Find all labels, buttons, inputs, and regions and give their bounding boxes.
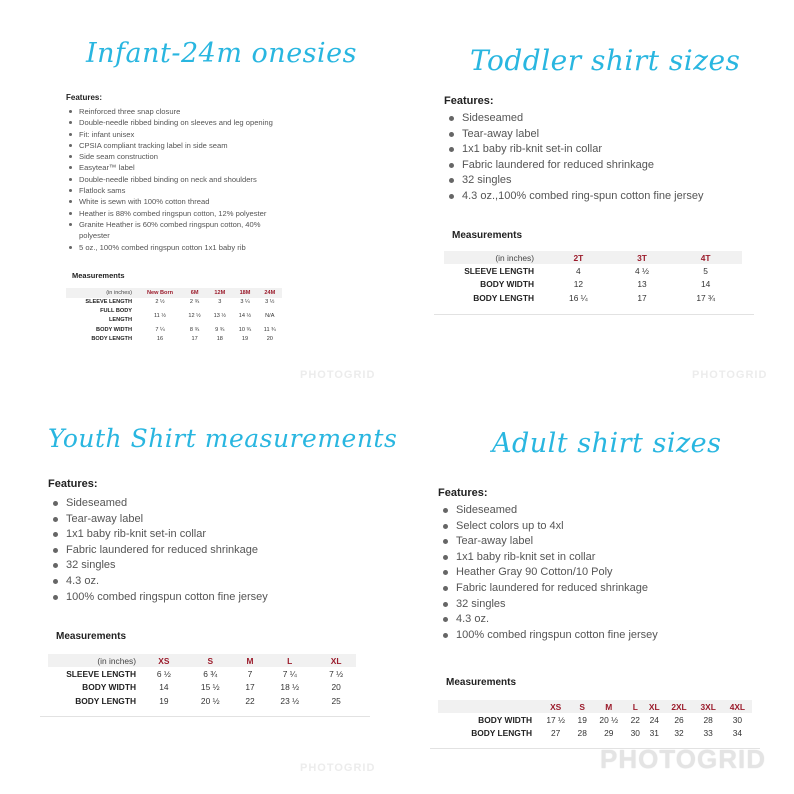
table-cell: 15 ½ <box>200 682 220 693</box>
adult-measurements-heading: Measurements <box>446 677 517 688</box>
table-cell: 28 <box>577 728 587 739</box>
unit-label: (in inches) <box>495 252 534 263</box>
table-row <box>66 298 282 308</box>
table-cell: 2 ¾ <box>189 299 200 306</box>
feature-item: Double-needle ribbed binding on sleeves and leg opening <box>66 117 273 128</box>
table-cell: 6 ¾ <box>203 669 218 680</box>
table-cell: 4 ½ <box>635 266 649 277</box>
table-cell: 31 <box>649 728 659 739</box>
table-cell: 3 ¼ <box>240 299 250 306</box>
table-cell: 11 ½ <box>153 313 167 319</box>
table-header-row <box>66 288 282 298</box>
table-cell: 33 <box>703 728 713 739</box>
size-header: XS <box>158 655 170 666</box>
infant-features-list <box>66 106 273 253</box>
row-label: SLEEVE LENGTH <box>464 266 534 277</box>
size-header: M <box>605 701 613 712</box>
table-row <box>48 667 356 680</box>
table-row <box>66 307 282 325</box>
feature-item: Tear-away label <box>444 127 704 143</box>
row-label: BODY LENGTH <box>75 695 136 706</box>
size-header: 18M <box>239 289 251 296</box>
table-cell: 17 ½ <box>546 715 565 726</box>
toddler-features-list <box>444 111 704 205</box>
adult-features-list <box>438 503 658 643</box>
feature-item: Tear-away label <box>438 534 658 550</box>
infant-measurements-table <box>66 288 282 344</box>
row-label-line: FULL BODY <box>100 308 132 314</box>
feature-item: Fabric laundered for reduced shrinkage <box>438 581 658 597</box>
size-header: 4T <box>700 252 711 263</box>
table-cell: 20 <box>266 336 273 343</box>
feature-item-continuation: polyester <box>79 231 110 241</box>
feature-item: Side seam construction <box>66 151 273 162</box>
watermark: PHOTOGRID <box>600 744 766 774</box>
table-cell: 5 <box>703 266 708 277</box>
toddler-features-heading: Features: <box>444 95 494 107</box>
row-label: BODY LENGTH <box>471 728 532 739</box>
table-row <box>444 278 742 291</box>
watermark: PHOTOGRID <box>300 369 376 381</box>
feature-item: 100% combed ringspun cotton fine jersey <box>48 590 268 606</box>
divider <box>40 716 370 717</box>
table-cell: 10 ¾ <box>238 326 252 333</box>
table-cell: 2 ½ <box>155 299 165 306</box>
watermark: PHOTOGRID <box>300 762 376 774</box>
infant-title: Infant-24m onesies <box>86 38 357 69</box>
table-cell: 16 <box>156 336 164 343</box>
table-row <box>48 694 356 707</box>
table-cell: 24 <box>649 715 659 726</box>
table-cell: 9 ¾ <box>215 326 225 333</box>
size-header: 3T <box>637 252 647 263</box>
infant-measurements-heading: Measurements <box>72 271 125 280</box>
unit-label <box>438 700 538 713</box>
table-cell: 7 ¼ <box>155 326 165 333</box>
table-cell: 4 <box>576 266 581 277</box>
table-cell: 32 <box>674 728 684 739</box>
row-label: BODY WIDTH <box>82 682 136 693</box>
youth-features-heading: Features: <box>48 478 98 490</box>
row-label-line: LENGTH <box>109 317 132 323</box>
row-label: SLEEVE LENGTH <box>66 669 136 680</box>
feature-item: CPSIA compliant tracking label in side seam <box>66 140 273 151</box>
table-cell: 23 ½ <box>280 695 300 706</box>
table-cell: 3 ½ <box>265 299 275 306</box>
size-header: S <box>579 701 586 712</box>
table-row <box>438 713 752 726</box>
toddler-title: Toddler shirt sizes <box>470 44 741 77</box>
table-cell: 14 <box>700 279 711 290</box>
feature-item: Reinforced three snap closure <box>66 106 273 117</box>
size-header: L <box>632 701 638 712</box>
watermark: PHOTOGRID <box>692 369 768 381</box>
size-header: New Born <box>146 289 174 296</box>
row-label: SLEEVE LENGTH <box>85 299 132 306</box>
table-cell: 17 <box>637 292 647 303</box>
feature-item: 100% combed ringspun cotton fine jersey <box>438 628 658 644</box>
feature-item: Sideseamed <box>438 503 658 519</box>
table-cell: 7 <box>247 669 253 680</box>
size-header: 6M <box>190 289 199 296</box>
size-header: XL <box>330 655 342 666</box>
feature-item: 1x1 baby rib-knit set in collar <box>438 550 658 566</box>
youth-measurements-heading: Measurements <box>56 631 127 642</box>
feature-item: 5 oz., 100% combed ringspun cotton 1x1 baby rib <box>66 242 273 253</box>
toddler-measurements-heading: Measurements <box>452 230 523 241</box>
table-cell: 20 ½ <box>599 715 619 726</box>
table-cell: 6 ½ <box>156 669 171 680</box>
table-header-row <box>48 654 356 667</box>
feature-item: Sideseamed <box>444 111 704 127</box>
table-cell: 20 <box>331 682 341 693</box>
row-label: BODY WIDTH <box>478 715 532 726</box>
feature-item: Easytear™ label <box>66 162 273 173</box>
size-header: XS <box>550 701 562 712</box>
size-header: 4XL <box>729 701 746 712</box>
size-header: 12M <box>214 289 226 296</box>
table-cell: 13 ½ <box>213 313 227 319</box>
feature-item: Tear-away label <box>48 512 268 528</box>
feature-item: Fit: infant unisex <box>66 129 273 140</box>
table-header-row <box>438 700 752 713</box>
table-cell: 14 <box>159 682 169 693</box>
table-row <box>444 264 742 277</box>
table-row <box>66 335 282 345</box>
infant-features-heading: Features: <box>66 93 103 102</box>
adult-title: Adult shirt sizes <box>492 428 722 459</box>
table-cell: 25 <box>331 695 341 706</box>
divider <box>434 314 754 315</box>
row-label: BODY LENGTH <box>473 292 534 303</box>
youth-features-list <box>48 496 268 605</box>
table-cell: 26 <box>674 715 684 726</box>
table-cell: 30 <box>732 715 743 726</box>
table-cell: 8 ¾ <box>189 326 200 333</box>
size-header: S <box>207 655 214 666</box>
table-cell: 17 ¾ <box>696 292 715 303</box>
unit-label: (in inches) <box>97 655 136 666</box>
table-cell: 3 <box>218 299 222 306</box>
feature-item: Fabric laundered for reduced shrinkage <box>444 158 704 174</box>
adult-features-heading: Features: <box>438 487 488 499</box>
table-cell: 18 ½ <box>280 682 300 693</box>
table-cell: 12 <box>573 279 584 290</box>
table-cell: N/A <box>265 313 275 319</box>
table-row <box>444 291 742 304</box>
table-cell: 19 <box>159 695 169 706</box>
table-cell: 29 <box>604 728 614 739</box>
table-cell: 11 ¾ <box>263 326 276 333</box>
adult-measurements-table <box>438 700 752 740</box>
table-cell: 7 ½ <box>329 669 344 680</box>
feature-item: White is sewn with 100% cotton thread <box>66 196 273 207</box>
feature-item: Fabric laundered for reduced shrinkage <box>48 543 268 559</box>
feature-item: 1x1 baby rib-knit set-in collar <box>444 142 704 158</box>
table-row <box>66 325 282 335</box>
size-header: 2T <box>573 252 584 263</box>
row-label: BODY WIDTH <box>96 326 132 333</box>
youth-title: Youth Shirt measurements <box>48 424 398 453</box>
feature-item: Sideseamed <box>48 496 268 512</box>
table-cell: 22 <box>630 715 640 726</box>
size-header: L <box>287 655 293 666</box>
row-label <box>66 307 138 325</box>
toddler-measurements-table <box>444 251 742 305</box>
feature-item: 32 singles <box>444 173 704 189</box>
table-cell: 19 <box>577 715 587 726</box>
table-cell: 13 <box>637 279 647 290</box>
feature-item: Heather is 88% combed ringspun cotton, 12% polyester <box>66 208 273 219</box>
feature-item: Select colors up to 4xl <box>438 519 658 535</box>
table-cell: 16 ¼ <box>569 292 588 303</box>
table-cell: 28 <box>703 715 713 726</box>
feature-item: Granite Heather is 60% combed ringspun cotton, 40% <box>66 219 273 230</box>
table-cell: 20 ½ <box>200 695 220 706</box>
table-cell: 34 <box>732 728 743 739</box>
table-cell: 30 <box>630 728 640 739</box>
feature-item: Heather Gray 90 Cotton/10 Poly <box>438 565 658 581</box>
size-header: XL <box>648 701 660 712</box>
size-header: M <box>246 655 254 666</box>
feature-item: Double-needle ribbed binding on neck and shoulders <box>66 174 273 185</box>
table-row <box>48 681 356 694</box>
size-header: 24M <box>264 289 276 296</box>
feature-item: Flatlock sams <box>66 185 273 196</box>
row-label: BODY WIDTH <box>480 279 534 290</box>
size-header: 3XL <box>700 701 716 712</box>
table-header-row <box>444 251 742 264</box>
row-label: BODY LENGTH <box>91 336 132 343</box>
feature-item: 4.3 oz. <box>438 612 658 628</box>
youth-measurements-table <box>48 654 356 708</box>
feature-item: 32 singles <box>48 558 268 574</box>
feature-item: 4.3 oz. <box>48 574 268 590</box>
table-cell: 19 <box>241 336 249 343</box>
table-row <box>438 727 752 740</box>
table-cell: 22 <box>245 695 255 706</box>
size-header: 2XL <box>671 701 687 712</box>
table-cell: 18 <box>216 336 223 343</box>
table-cell: 12 ½ <box>188 313 201 319</box>
table-cell: 14 ½ <box>238 313 252 319</box>
table-cell: 27 <box>551 728 561 739</box>
table-cell: 17 <box>191 336 198 343</box>
table-cell: 17 <box>245 682 255 693</box>
feature-item: 32 singles <box>438 597 658 613</box>
unit-label: (in inches) <box>106 289 132 296</box>
table-cell: 7 ¼ <box>282 669 297 680</box>
feature-item: 1x1 baby rib-knit set-in collar <box>48 527 268 543</box>
feature-item: 4.3 oz.,100% combed ring-spun cotton fine jersey <box>444 189 704 205</box>
